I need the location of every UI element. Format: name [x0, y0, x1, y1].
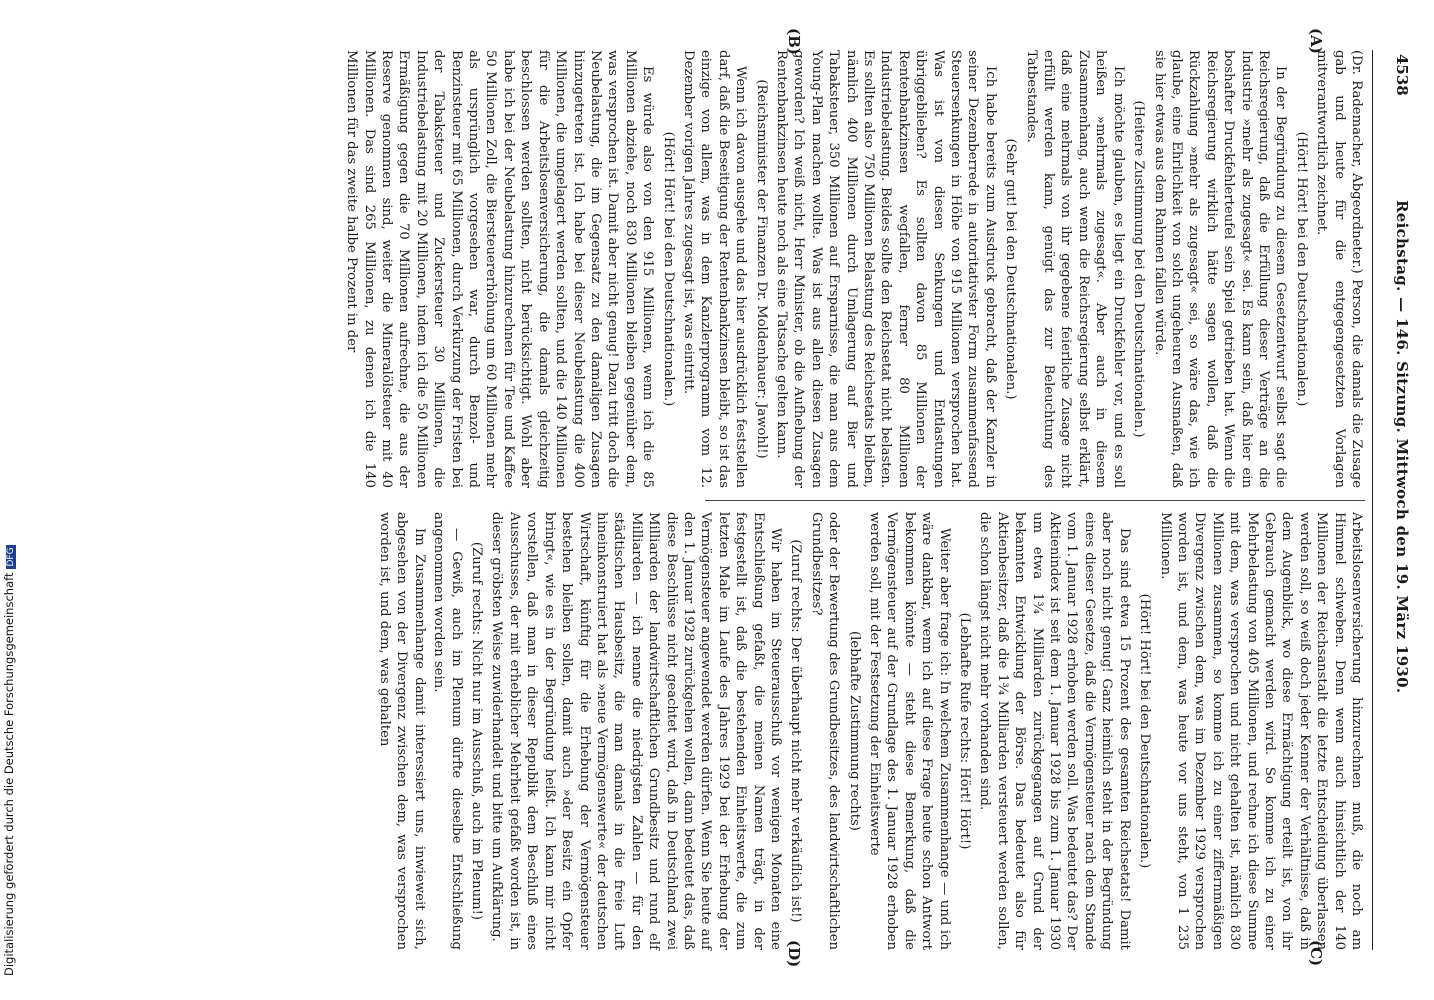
paragraph: Wir haben im Steuerausschuß vor wenigen Monaten eine Entschließung gefaßt, die meinen Namen trägt, in der festgestellt ist, daß die bestehenden Einheitswerte, die zum letzten Male im Laufe des Jahres 1929 bei der Erhebung der Vermögensteuer angewendet werden dürfen. Wenn Sie heute auf den 1. Januar 1928 zurückgehen wollen, dann bedeutet das, daß diese Beschlüsse nicht geachtet wird, daß in Deutschland zwei Milliarden der landwirtschaftlichen Grundbesitz und rund elf Milliarden — ich nenne die niedrigsten Zahlen — für den städtischen Hausbesitz, die man damals in die freie Luft hineinkonstruiert hat als »neue Vermögenswerte« der deutschen Wirtschaft, künftig für die Erhebung der Vermögensteuer bestehen bleiben sollen, damit auch »der Besitz ein Opfer bringt«, wie es in der Begründung heißt. Ich kann mir nicht vorstellen, daß man in dieser Republik dem Beschluß eines Ausschusses, der mit erheblicher Mehrheit gefaßt worden ist, in dieser gröbsten Weise zuwiderhandelt und bitte um Aufklärung.	[489, 512, 783, 950]
page-header	[1372, 50, 1417, 950]
interjection: (Lebhafte Rufe rechts: Hört! Hört!)	[957, 612, 973, 850]
interjection: (Hört! Hört! bei den Deutschnationalen.)	[1137, 593, 1153, 869]
margin-marker-a: (A)	[1307, 28, 1325, 54]
paragraph: Es würde also von den 915 Millionen, wenn ich die 85 Millionen abziehe, noch 830 Millionen bleiben gegenüber dem, was versprochen ist. Damit aber nicht genug! Dazu tritt doch die Neubelastung, die im Gegensatz zu den damaligen Zusagen hinzugetreten ist. Ich habe bei dieser Neubelastung die 400 Millionen, die umgelagert werden sollten, und die 140 Millionen für die Arbeitslosenversicherung, die damals gleichzeitig beschlossen werden sollten, nicht berücksichtigt. Wohl aber habe ich bei der Neubelastung hinzurechnen für Tee und Kaffee 50 Millionen Zoll, die Biersteuererhöhung um 60 Millionen mehr als ursprünglich vorgesehen war, durch Benzol- und Benzinsteuer mit 65 Millionen, durch Verkürzung der Fristen bei der Tabaksteuer und Zuckersteuer 30 Millionen, die Industriebelastung mit 20 Millionen, indem ich die 50 Millionen Ermäßigung gegen die 70 Millionen aufrechne, die aus der Reserve genommen sind, weiter die Mineralölsteuer mit 40 Millionen. Das sind 265 Millionen, zu denen ich die 140 Millionen für das zweite halbe Prozent in der	[344, 50, 656, 488]
scanned-page	[117, 0, 1417, 1000]
paragraph: In der Begründung zu diesem Gesetzentwurf selbst sagt die Reichsregierung, daß die Erfüllung dieser Verträge an die Industrie »mehr als zugesagt« sei. Es kann sein, daß hier ein boshafter Druckfehlerteufel sein Spiel getrieben hat. Wenn die Reichsregierung wirklich hätte sagen wollen, daß die Rückzahlung »mehr als zugesagt« sei, so wäre das, wie ich glaube, eine Ehrlichkeit von solch ungeheuren Ausmaßen, daß sie hier etwas aus dem Rahmen fallen würde.	[1151, 50, 1289, 488]
paragraph: Weiter aber frage ich: In welchem Zusammenhange — und ich wäre dankbar, wenn ich auf diese Frage heute schon Antwort bekommen könnte — steht diese Bemerkung, daß die Vermögensteuer auf der Grundlage des 1. Januar 1928 erhoben werden soll, mit der Festsetzung der Einheitswerte	[867, 512, 952, 950]
interjection: (Heitere Zustimmung bei den Deutschnationalen.)	[1131, 100, 1147, 438]
interjection: (Hört! Hört! bei den Deutschnationalen.)	[660, 131, 676, 407]
interjection: (lebhafte Zustimmung rechts)	[846, 631, 862, 831]
margin-marker-d: (D)	[785, 940, 803, 968]
paragraph: Ich habe bereits zum Ausdruck gebracht, daß der Kanzler in seiner Dezemberrede in autoritativster Form zusammenfassend Steuersenkungen in Höhe von 915 Millionen versprochen hat. Was ist von diesen Senkungen und Entlastungen übriggeblieben? Es sollten davon 85 Millionen der Rentenbankzinsen wegfallen, ferner 80 Millionen Industriebelastung. Beides sollte den Reichsetat nicht belasten. Es sollten also 750 Millionen Belastung des Reichsetats bleiben, nämlich 400 Millionen durch Umlagerung auf Bier und Tabaksteuer, 350 Millionen auf Ersparnisse, die man aus dem Young-Plan machen wollte. Was ist aus allen diesen Zusagen geworden? Ich weiß nicht, Herr Minister, ob die Aufhebung der Rentenbankzinsen heute noch als eine Tatsache gelten kann.	[774, 50, 998, 488]
margin-marker-b: (B)	[785, 28, 803, 55]
right-column	[374, 512, 1365, 950]
paragraph: Wenn ich davon ausgehe und das hier ausdrücklich feststellen darf, daß die Beseitigung der Rentenbankzinsen bleibt, so ist das einzige von allem, was in dem Kanzlerprogramm vom 12. Dezember vorigen Jahres zugesagt ist, was eintritt.	[680, 50, 749, 488]
paragraph: — Gewiß, auch im Plenum dürfte dieselbe Entschließung angenommen worden sein.	[431, 512, 464, 950]
column-divider	[705, 500, 1365, 501]
paragraph: Das sind etwa 15 Prozent des gesamten Reichsetats! Damit aber noch nicht genug! Ganz heimlich steht in der Begründung eines dieser Gesetze, daß die Vermögensteuer nach dem Stande vom 1. Januar 1928 erhoben werden soll. Was bedeutet das? Der Aktienindex ist seit dem 1. Januar 1928 bis zum 1. Januar 1930 um etwa 1¾ Milliarden zurückgegangen auf Grund der bekannten Entwicklung der Börse. Das bedeutet also für Aktienbesitzer, daß die 1¾ Milliarden versteuert werden sollen, die schon längst nicht mehr vorhanden sind.	[977, 512, 1132, 950]
page-number: 4538	[1393, 54, 1411, 96]
paragraph: Ich möchte glauben, es liegt ein Druckfehler vor, und es soll heißen »mehrmals zugesagt«. Aber auch in diesem Zusammenhang, auch wenn die Reichsregierung selbst erklärt, daß eine mehrmals von ihr gegebene feierliche Zusage nicht erfüllt werden kann, genügt das zur Beleuchtung des Tatbestandes.	[1023, 50, 1126, 488]
paragraph: oder der Bewertung des Grundbesitzes, des landwirtschaftlichen Grundbesitzes?	[808, 512, 842, 950]
interjection: (Reichsminister der Finanzen Dr. Moldenhauer: Jawohl!)	[753, 79, 769, 459]
paragraph: (Dr. Rademacher, Abgeordneter.) Person, die damals die Zusage gab und heute für die entgegengesetzten Vorlagen mitverantwortlich zeichnet.	[1314, 50, 1364, 488]
rotated-page-content	[117, 28, 1417, 968]
left-column	[341, 50, 1365, 488]
margin-marker-c: (C)	[1307, 940, 1325, 967]
digitization-credit	[2, 6, 16, 976]
interjection: (Zuruf rechts: Der überhaupt nicht mehr verkäuflich ist!)	[788, 539, 804, 923]
paragraph: Im Zusammenhange damit interessiert uns, inwieweit sich, abgesehen von der Divergenz zwischen dem, was versprochen worden ist, und dem, was gehalten	[377, 512, 427, 950]
paragraph: Arbeitslosenversicherung hinzurechnen muß, die noch am Himmel schweben. Denn wenn auch hinsichtlich der 140 Millionen der Reichsanstalt die letzte Entscheidung überlassen werden soll, so weiß doch jeder Kenner der Verhältnisse, daß in dem Augenblick, wo diese Ermächtigung erteilt ist, von ihr Gebrauch gemacht werden wird. So komme ich zu einer Mehrbelastung von 405 Millionen, und rechne ich diese Summe mit dem, was versprochen und nicht gehalten ist, nämlich 830 Millionen zusammen, so komme ich zu einer ziffernmäßigen Divergenz zwischen dem, was im Dezember 1929 versprochen worden ist, und dem, was heute vor uns steht, von 1 235 Millionen.	[1157, 512, 1364, 950]
interjection: (Hört! Hört! bei den Deutschnationalen.)	[1293, 131, 1309, 407]
running-title: Reichstag. — 146. Sitzung. Mittwoch den 19. März 1930.	[1393, 200, 1411, 694]
dfg-logo: DFG	[6, 547, 16, 567]
digitization-credit-strip	[0, 0, 18, 1000]
interjection: (Sehr gut! bei den Deutschnationalen.)	[1003, 138, 1019, 400]
interjection: (Zuruf rechts: Nicht nur im Ausschuß, auch im Plenum!)	[469, 541, 485, 921]
credit-text: Digitalisierung gefördert durch die Deutsche Forschungsgemeinschaft	[2, 572, 16, 976]
